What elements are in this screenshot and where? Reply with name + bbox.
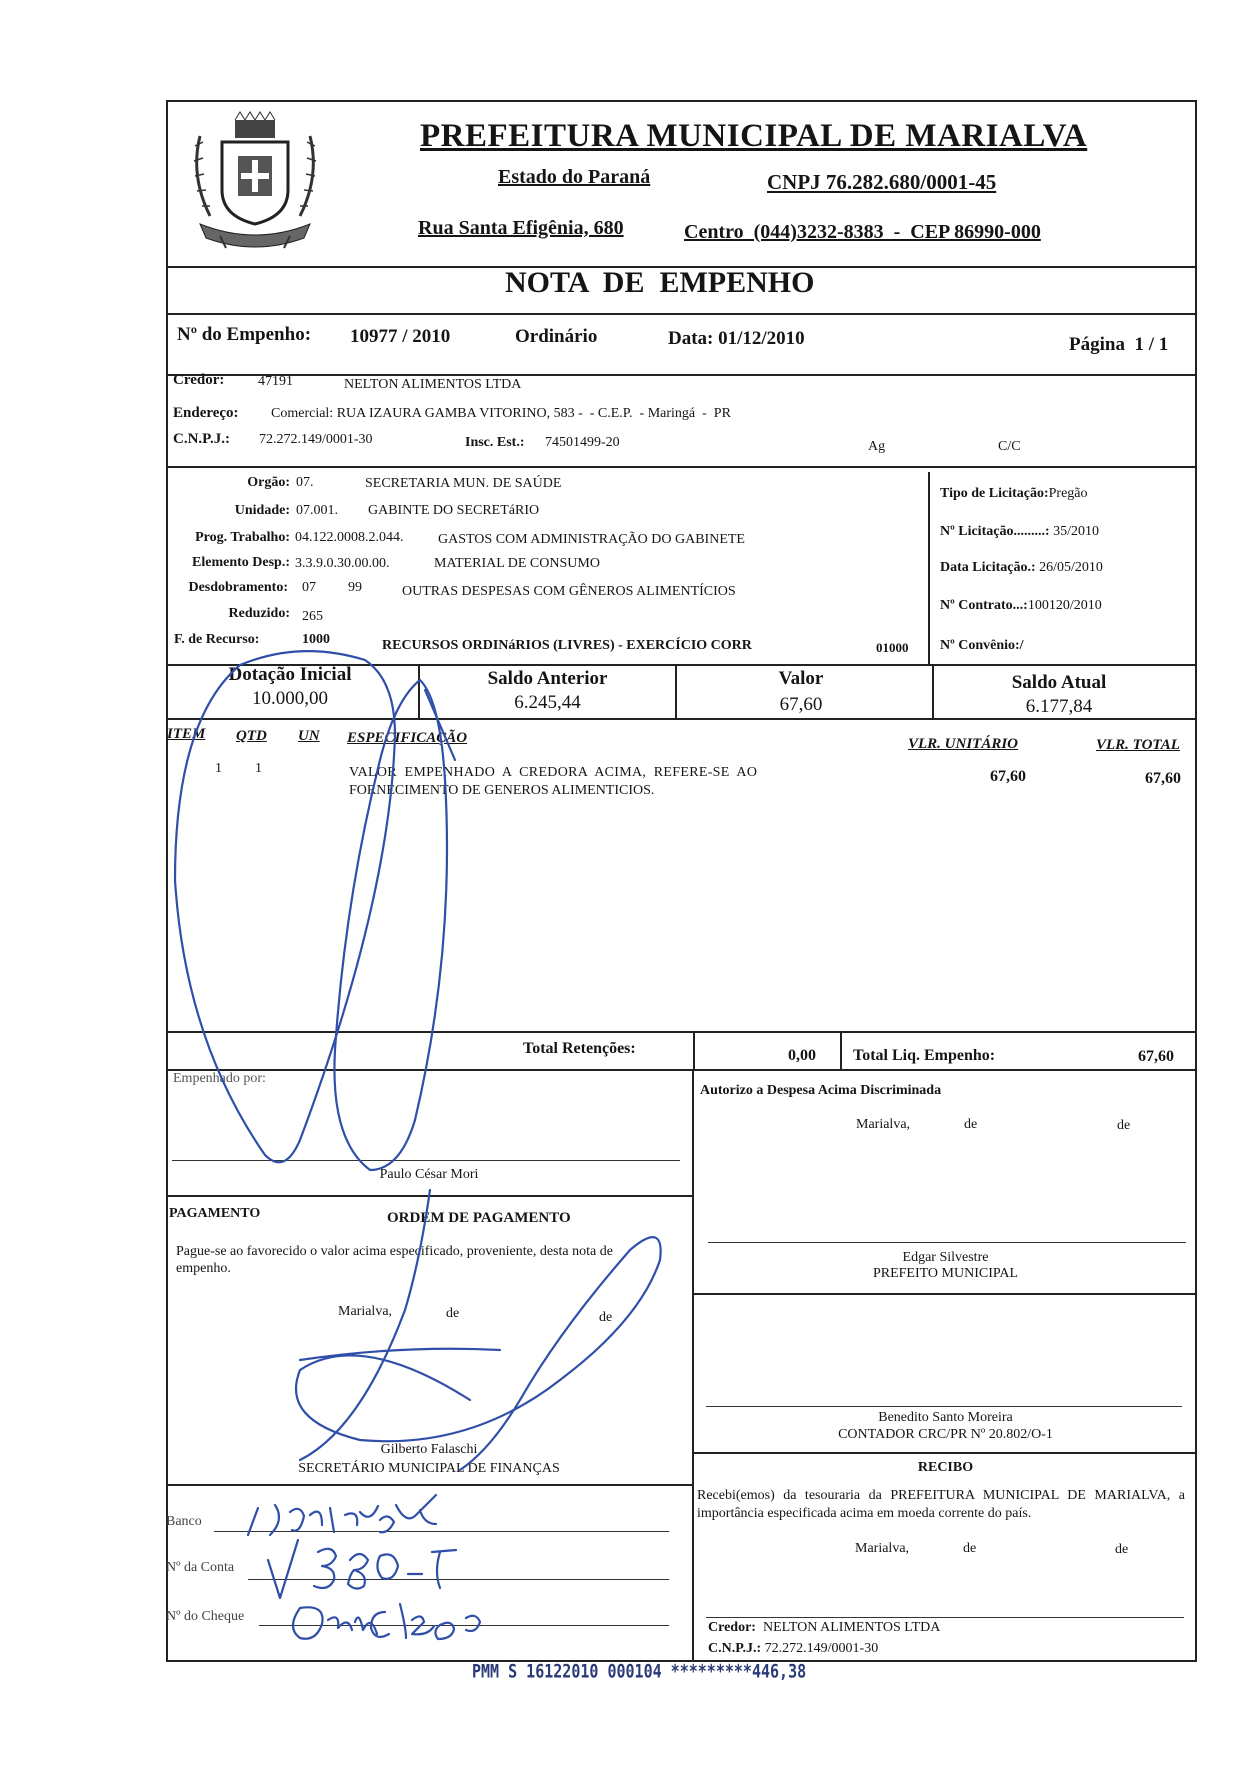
pagamento-text: Pague-se ao favorecido o valor acima especificado, proveniente, desta nota de empenho. — [176, 1244, 613, 1276]
credor-name: NELTON ALIMENTOS LTDA — [344, 377, 522, 392]
dotacao-inicial-value: 10.000,00 — [252, 688, 328, 709]
item-desc-line2: FORNECIMENTO DE GENEROS ALIMENTICIOS. — [349, 783, 655, 798]
insc-value: 74501499-20 — [545, 435, 620, 450]
col-especificacao: ESPECIFICAÇÃO — [347, 730, 468, 746]
item-desc-line1: VALOR EMPENHADO A CREDORA ACIMA, REFERE-SE AO — [349, 765, 758, 780]
col-qtd: QTD — [236, 728, 267, 744]
total-liquido-label: Total Liq. Empenho: — [853, 1047, 996, 1064]
autorizo-de1: de — [964, 1117, 978, 1132]
elemento-code: 3.3.9.0.30.00.00. — [295, 556, 390, 571]
reduzido-label: Reduzido: — [228, 606, 290, 621]
conta-label: Nº da Conta — [166, 1560, 235, 1575]
orgao-label: Orgão: — [247, 475, 290, 490]
desdobramento-code1: 07 — [302, 580, 316, 595]
header-title: PREFEITURA MUNICIPAL DE MARIALVA — [420, 118, 1088, 154]
item-unit-value: 67,60 — [990, 768, 1026, 785]
insc-label: Insc. Est.: — [465, 435, 525, 450]
orgao-name: SECRETARIA MUN. DE SAÚDE — [365, 476, 562, 491]
cnpj-label: C.N.P.J.: — [173, 431, 230, 447]
recibo-title: RECIBO — [917, 1460, 974, 1475]
unidade-code: 07.001. — [296, 503, 338, 518]
empenhado-name: Paulo César Mori — [379, 1167, 479, 1182]
recibo-cnpj: C.N.P.J.: 72.272.149/0001-30 — [708, 1641, 879, 1656]
autorizo-text: Autorizo a Despesa Acima Discriminada — [700, 1083, 942, 1098]
saldo-anterior-value: 6.245,44 — [514, 692, 581, 713]
endereco-label: Endereço: — [173, 405, 239, 421]
prog-name: GASTOS COM ADMINISTRAÇÃO DO GABINETE — [438, 532, 745, 547]
cnpj-value: 72.272.149/0001-30 — [259, 432, 373, 447]
contador-title: CONTADOR CRC/PR Nº 20.802/O-1 — [838, 1427, 1053, 1442]
empenho-label: Nº do Empenho: — [177, 324, 312, 345]
document-title: NOTA DE EMPENHO — [505, 266, 815, 299]
recibo-place: Marialva, — [855, 1541, 910, 1556]
desdobramento-name: OUTRAS DESPESAS COM GÊNEROS ALIMENTÍCIOS — [402, 584, 736, 599]
pagamento-place: Marialva, — [338, 1304, 393, 1319]
prog-label: Prog. Trabalho: — [195, 530, 290, 545]
ordem-pagamento-title: ORDEM DE PAGAMENTO — [387, 1210, 571, 1226]
saldo-atual-value: 6.177,84 — [1025, 696, 1093, 717]
ag-label: Ag — [868, 439, 886, 454]
recurso-code2: 01000 — [876, 640, 909, 655]
prog-code: 04.122.0008.2.044. — [295, 530, 404, 545]
cc-label: C/C — [998, 439, 1021, 454]
numero-contrato: Nº Contrato...:100120/2010 — [940, 598, 1102, 613]
recibo-de2: de — [1115, 1542, 1129, 1557]
header-address: Centro (044)3232-8383 - CEP 86990-000 — [684, 221, 1041, 243]
recurso-name: RECURSOS ORDINáRIOS (LIVRES) - EXERCÍCIO CORR — [382, 638, 752, 653]
header-street: Rua Santa Efigênia, 680 — [418, 217, 624, 239]
secretario-title: SECRETÁRIO MUNICIPAL DE FINANÇAS — [298, 1461, 560, 1476]
recibo-text: Recebi(emos) da tesouraria da PREFEITURA MUNICIPAL DE MARIALVA, a importância especificada acima em moeda corrente do país. — [697, 1488, 1185, 1521]
unidade-name: GABINTE DO SECRETáRIO — [368, 503, 540, 518]
numero-licitacao: Nº Licitação.........: 35/2010 — [940, 524, 1099, 539]
elemento-label: Elemento Desp.: — [192, 555, 290, 570]
unidade-label: Unidade: — [234, 503, 290, 518]
prefeito-name: Edgar Silvestre — [902, 1250, 989, 1265]
col-valor-total: VLR. TOTAL — [1096, 737, 1180, 753]
reduzido-value: 265 — [302, 609, 323, 624]
numero-convenio: Nº Convênio:/ — [940, 638, 1024, 653]
page-indicator: Página 1 / 1 — [1069, 334, 1169, 355]
credor-label: Credor: — [173, 372, 225, 388]
total-liquido-value: 67,60 — [1138, 1048, 1174, 1065]
saldo-atual-label: Saldo Atual — [1011, 672, 1107, 693]
header-state: Estado do Paraná — [498, 166, 651, 188]
empenho-date: Data: 01/12/2010 — [668, 328, 805, 349]
recurso-code: 1000 — [302, 632, 330, 647]
autorizo-de2: de — [1117, 1118, 1131, 1133]
elemento-name: MATERIAL DE CONSUMO — [434, 556, 600, 571]
data-licitacao: Data Licitação.: 26/05/2010 — [940, 560, 1103, 575]
empenho-number: 10977 / 2010 — [350, 326, 451, 347]
cheque-label: Nº do Cheque — [166, 1609, 245, 1624]
credor-code: 47191 — [258, 374, 293, 389]
recibo-credor: Credor: NELTON ALIMENTOS LTDA — [708, 1620, 941, 1635]
item-total-value: 67,60 — [1145, 770, 1181, 787]
tipo-licitacao: Tipo de Licitação:Pregão — [940, 486, 1088, 501]
total-retencoes-label: Total Retenções: — [523, 1040, 636, 1057]
contador-name: Benedito Santo Moreira — [878, 1410, 1013, 1425]
pagamento-title: PAGAMENTO — [169, 1206, 261, 1221]
header-cnpj: CNPJ 76.282.680/0001-45 — [767, 170, 997, 194]
col-item: ITEM — [167, 726, 206, 742]
desdobramento-label: Desdobramento: — [188, 580, 288, 595]
col-valor-unitario: VLR. UNITÁRIO — [908, 736, 1019, 752]
empenho-type: Ordinário — [515, 326, 598, 347]
pagamento-de2: de — [599, 1310, 613, 1325]
bank-stamp: PMM S 16122010 000104 *********446,38 — [472, 1659, 807, 1683]
valor-value: 67,60 — [779, 694, 823, 715]
secretario-name: Gilberto Falaschi — [380, 1442, 478, 1457]
endereco-value: Comercial: RUA IZAURA GAMBA VITORINO, 583 - - C.E.P. - Maringá - PR — [271, 406, 731, 421]
orgao-code: 07. — [296, 475, 314, 490]
saldo-anterior-label: Saldo Anterior — [487, 668, 608, 689]
col-un: UN — [298, 728, 320, 744]
item-qtd: 1 — [255, 761, 262, 776]
item-number: 1 — [215, 761, 222, 776]
recibo-de1: de — [963, 1541, 977, 1556]
desdobramento-code2: 99 — [348, 580, 362, 595]
empenhado-por-label: Empenhado por: — [173, 1071, 266, 1086]
pagamento-de1: de — [446, 1306, 460, 1321]
valor-label: Valor — [778, 668, 824, 689]
dotacao-inicial-label: Dotação Inicial — [228, 664, 352, 685]
autorizo-place: Marialva, — [856, 1117, 911, 1132]
prefeito-title: PREFEITO MUNICIPAL — [872, 1266, 1019, 1281]
banco-label: Banco — [166, 1514, 202, 1529]
recurso-label: F. de Recurso: — [174, 632, 260, 647]
total-retencoes-value: 0,00 — [788, 1047, 816, 1064]
